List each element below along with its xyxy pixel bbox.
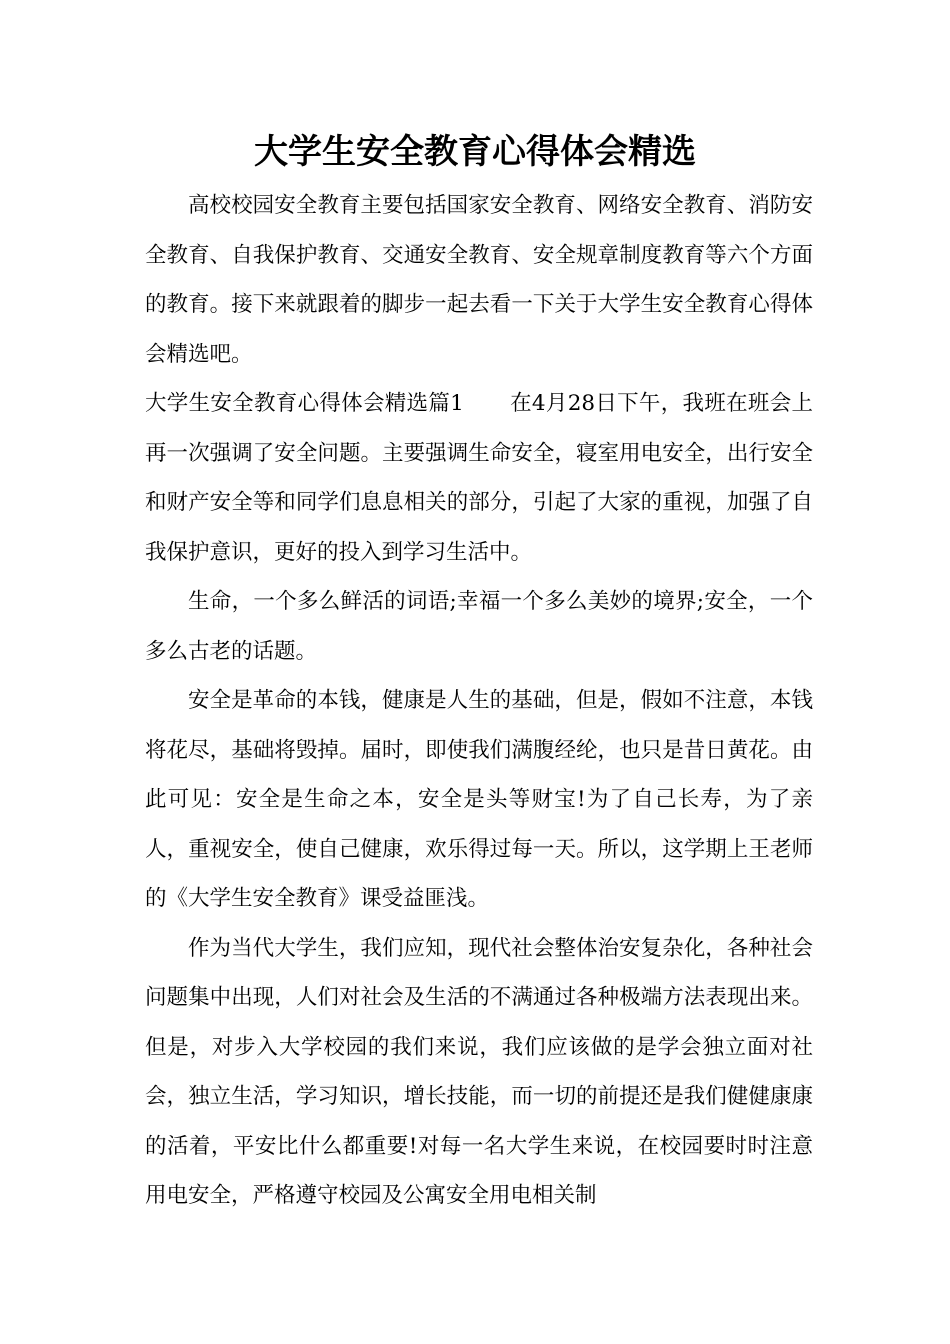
body-paragraph: 安全是革命的本钱，健康是人生的基础，但是，假如不注意，本钱将花尽，基础将毁掉。届时，即使我们满腹经纶，也只是昔日黄花。由此可见：安全是生命之本，安全是头等财宝!为了自己长寿，为了亲人，重视安全，使自己健康，欢乐得过每一天。所以，这学期上王老师的《大学生安全教育》课受益匪浅。 xyxy=(145,688,813,911)
section-text: 在4月28日下午，我班在班会上再一次强调了安全问题。主要强调生命安全，寝室用电安全，出行安全和财产安全等和同学们息息相关的部分，引起了大家的重视，加强了自我保护意识，更好的投入到学习生活中。 xyxy=(145,391,813,565)
document-body xyxy=(145,181,813,1221)
body-paragraph: 生命，一个多么鲜活的词语;幸福一个多么美妙的境界;安全，一个多么古老的话题。 xyxy=(145,589,813,664)
intro-paragraph: 高校校园安全教育主要包括国家安全教育、网络安全教育、消防安全教育、自我保护教育、交通安全教育、安全规章制度教育等六个方面的教育。接下来就跟着的脚步一起去看一下关于大学生安全教育心得体会精选吧。 xyxy=(145,193,813,367)
body-paragraph: 作为当代大学生，我们应知，现代社会整体治安复杂化，各种社会问题集中出现，人们对社会及生活的不满通过各种极端方法表现出来。但是，对步入大学校园的我们来说，我们应该做的是学会独立面对社会，独立生活，学习知识，增长技能，而一切的前提还是我们健健康康的活着，平安比什么都重要!对每一名大学生来说，在校园要时时注意用电安全，严格遵守校园及公寓安全用电相关制 xyxy=(145,935,813,1208)
section-heading: 大学生安全教育心得体会精选篇1 xyxy=(145,391,464,416)
section-paragraph xyxy=(145,379,813,577)
document-title: 大学生安全教育心得体会精选 xyxy=(254,132,696,172)
